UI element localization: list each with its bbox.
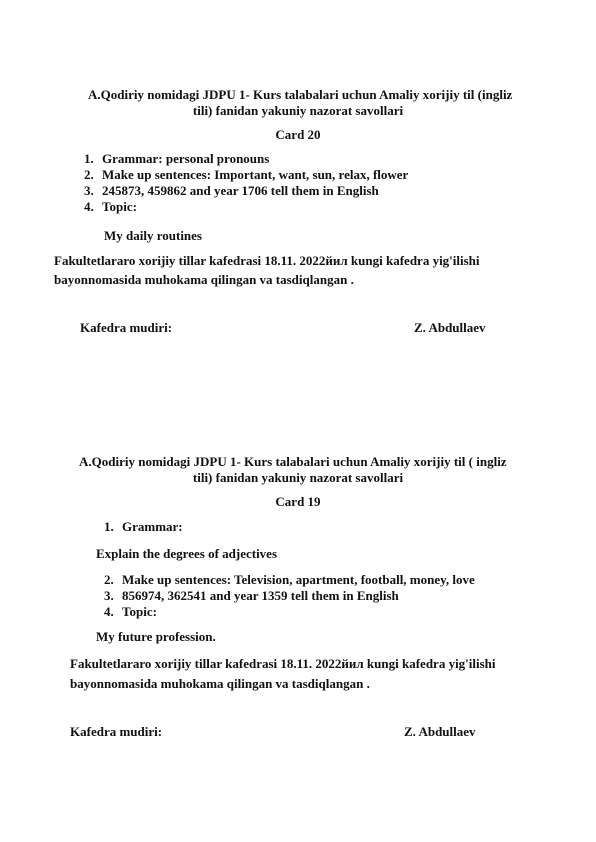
- card-header-line1: A.Qodiriy nomidagi JDPU 1- Kurs talabalari uchun Amaliy xorijiy til ( ingliz: [79, 454, 507, 469]
- approval-note-line1: Fakultetlararo xorijiy tillar kafedrasi 18.11. 2022йил kungi kafedra yig'ilishi: [54, 253, 480, 268]
- topic-text: My future profession.: [96, 629, 216, 644]
- list-item: 4. Topic:: [84, 199, 137, 214]
- card-header-line2: tili) fanidan yakuniy nazorat savollari: [192, 470, 404, 485]
- card-title: Card 19: [275, 494, 321, 509]
- list-item: 3. 856974, 362541 and year 1359 tell them in English: [104, 588, 399, 603]
- card-title: Card 20: [275, 127, 321, 142]
- list-item: 1. Grammar:: [104, 519, 183, 534]
- list-item: 2. Make up sentences: Television, apartment, football, money, love: [104, 572, 475, 587]
- signature-label: Kafedra mudiri:: [70, 724, 163, 739]
- card-header-line2: tili) fanidan yakuniy nazorat savollari: [192, 103, 404, 118]
- list-item: 1. Grammar: personal pronouns: [84, 151, 270, 166]
- signature-name: Z. Abdullaev: [404, 724, 476, 739]
- topic-text: My daily routines: [104, 228, 202, 243]
- grammar-text: Explain the degrees of adjectives: [96, 546, 278, 561]
- list-item: 2. Make up sentences: Important, want, sun, relax, flower: [84, 167, 409, 182]
- signature-name: Z. Abdullaev: [414, 320, 486, 335]
- signature-label: Kafedra mudiri:: [80, 320, 173, 335]
- approval-note-line1: Fakultetlararo xorijiy tillar kafedrasi 18.11. 2022йил kungi kafedra yig'ilishi: [70, 656, 496, 671]
- approval-note-line2: bayonnomasida muhokama qilingan va tasdiqlangan .: [70, 676, 370, 691]
- list-item: 3. 245873, 459862 and year 1706 tell them in English: [84, 183, 379, 198]
- card-header-line1: A.Qodiriy nomidagi JDPU 1- Kurs talabalari uchun Amaliy xorijiy til (ingliz: [88, 87, 513, 102]
- list-item: 4. Topic:: [104, 604, 157, 619]
- approval-note-line2: bayonnomasida muhokama qilingan va tasdiqlangan .: [54, 272, 354, 287]
